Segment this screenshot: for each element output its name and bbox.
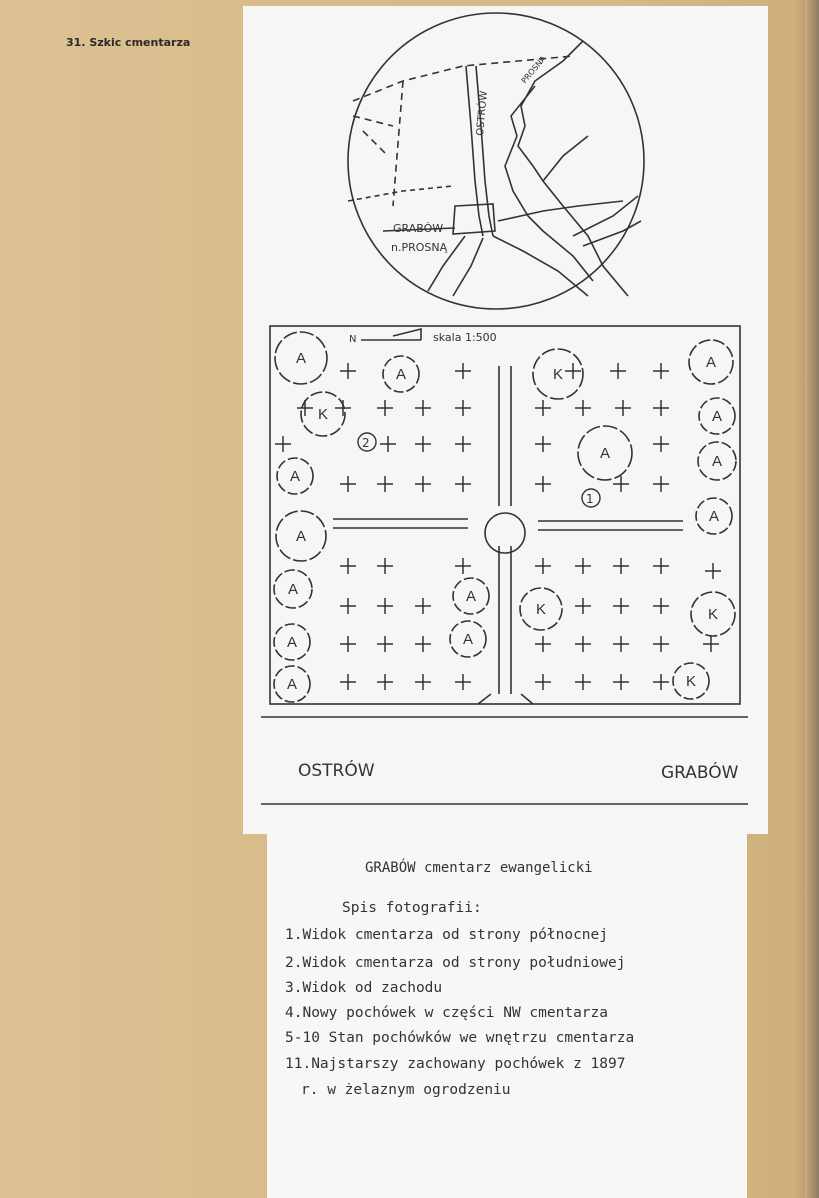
grave-cross bbox=[377, 674, 393, 690]
tree-label: A bbox=[287, 634, 298, 651]
grave-cross bbox=[535, 558, 551, 574]
grave-cross bbox=[653, 636, 669, 652]
list-heading: Spis fotografii: bbox=[342, 900, 482, 916]
cemetery-plan-border bbox=[270, 326, 740, 704]
grave-cross bbox=[575, 598, 591, 614]
grave-cross bbox=[653, 436, 669, 452]
tree-label: A bbox=[463, 631, 474, 648]
grave-cross bbox=[377, 558, 393, 574]
grave-cross bbox=[455, 476, 471, 492]
grave-cross bbox=[377, 476, 393, 492]
grave-cross bbox=[275, 436, 291, 452]
grave-cross bbox=[653, 363, 669, 379]
grave-cross bbox=[340, 476, 356, 492]
grave-cross bbox=[340, 363, 356, 379]
location-inset-circle bbox=[348, 13, 644, 309]
grave-cross bbox=[653, 598, 669, 614]
grave-cross bbox=[377, 598, 393, 614]
grave-cross bbox=[653, 558, 669, 574]
list-item: 4.Nowy pochówek w części NW cmentarza bbox=[285, 1005, 609, 1021]
inset-river-label: PROSNA bbox=[519, 54, 548, 86]
list-item: 5-10 Stan pochówków we wnętrzu cmentarza bbox=[285, 1030, 635, 1046]
inset-town-label: GRABÓW bbox=[393, 222, 444, 235]
grave-cross bbox=[575, 400, 591, 416]
tree-label: K bbox=[708, 606, 719, 623]
tree-label: A bbox=[396, 366, 407, 383]
list-item: 11.Najstarszy zachowany pochówek z 1897 bbox=[285, 1056, 626, 1072]
page-header: 31. Szkic cmentarza bbox=[66, 36, 191, 49]
inset-road-label: OSTRÓW bbox=[475, 90, 490, 137]
inset-town-label-2: n.PROSNĄ bbox=[391, 241, 448, 254]
tree-label: K bbox=[536, 601, 547, 618]
grave-cross bbox=[613, 558, 629, 574]
grave-cross bbox=[653, 476, 669, 492]
tree-label: A bbox=[288, 581, 299, 598]
grave-marker-2: 2 bbox=[362, 436, 370, 450]
list-item: 1.Widok cmentarza od strony północnej bbox=[285, 927, 609, 943]
grave-cross bbox=[653, 400, 669, 416]
grave-cross bbox=[613, 636, 629, 652]
grave-cross bbox=[415, 636, 431, 652]
caption-title: GRABÓW cmentarz ewangelicki bbox=[365, 860, 593, 876]
grave-cross bbox=[340, 636, 356, 652]
grave-cross bbox=[615, 400, 631, 416]
grave-cross bbox=[535, 674, 551, 690]
grave-cross bbox=[415, 436, 431, 452]
scale-label: skala 1:500 bbox=[433, 331, 497, 344]
tree-label: A bbox=[296, 528, 307, 545]
grave-cross bbox=[455, 436, 471, 452]
grave-cross bbox=[535, 400, 551, 416]
grave-cross bbox=[415, 598, 431, 614]
grave-cross bbox=[415, 674, 431, 690]
grave-cross bbox=[377, 400, 393, 416]
board-edge bbox=[805, 0, 819, 1198]
direction-left: OSTRÓW bbox=[298, 761, 375, 781]
list-item: 2.Widok cmentarza od strony południowej bbox=[285, 955, 626, 971]
grave-cross bbox=[535, 436, 551, 452]
grave-cross bbox=[377, 636, 393, 652]
direction-right: GRABÓW bbox=[661, 763, 739, 783]
tree-label: A bbox=[709, 508, 720, 525]
grave-cross bbox=[535, 476, 551, 492]
grave-cross bbox=[340, 558, 356, 574]
grave-cross bbox=[565, 363, 581, 379]
grave-cross bbox=[613, 674, 629, 690]
tree-label: A bbox=[296, 350, 307, 367]
grave-cross bbox=[415, 476, 431, 492]
grave-cross bbox=[703, 636, 719, 652]
grave-cross bbox=[705, 563, 721, 579]
tree-label: A bbox=[290, 468, 301, 485]
tree-label: A bbox=[600, 445, 611, 462]
grave-cross bbox=[335, 400, 351, 416]
grave-cross bbox=[535, 636, 551, 652]
grave-cross bbox=[613, 598, 629, 614]
photo-list bbox=[267, 832, 747, 1198]
grave-cross bbox=[340, 598, 356, 614]
tree-label: A bbox=[712, 453, 723, 470]
tree-label: A bbox=[706, 354, 717, 371]
grave-cross bbox=[455, 674, 471, 690]
grave-cross bbox=[575, 674, 591, 690]
tree-label: A bbox=[287, 676, 298, 693]
grave-cross bbox=[415, 400, 431, 416]
tree-label: A bbox=[466, 588, 477, 605]
grave-cross bbox=[575, 558, 591, 574]
grave-marker-1: 1 bbox=[586, 492, 594, 506]
grave-cross bbox=[610, 363, 626, 379]
grave-cross bbox=[455, 363, 471, 379]
grave-cross bbox=[455, 558, 471, 574]
tree-label: A bbox=[712, 408, 723, 425]
north-label: N bbox=[349, 334, 357, 345]
grave-cross bbox=[340, 674, 356, 690]
list-item: 3.Widok od zachodu bbox=[285, 980, 443, 996]
central-roundel bbox=[485, 513, 525, 553]
grave-cross bbox=[455, 400, 471, 416]
grave-cross bbox=[575, 636, 591, 652]
tree-label: K bbox=[686, 673, 697, 690]
tree-label: K bbox=[318, 406, 329, 423]
grave-cross bbox=[653, 674, 669, 690]
list-item: r. w żelaznym ogrodzeniu bbox=[301, 1082, 511, 1098]
cemetery-sketch bbox=[243, 6, 768, 834]
grave-cross bbox=[380, 436, 396, 452]
tree-label: K bbox=[553, 366, 564, 383]
